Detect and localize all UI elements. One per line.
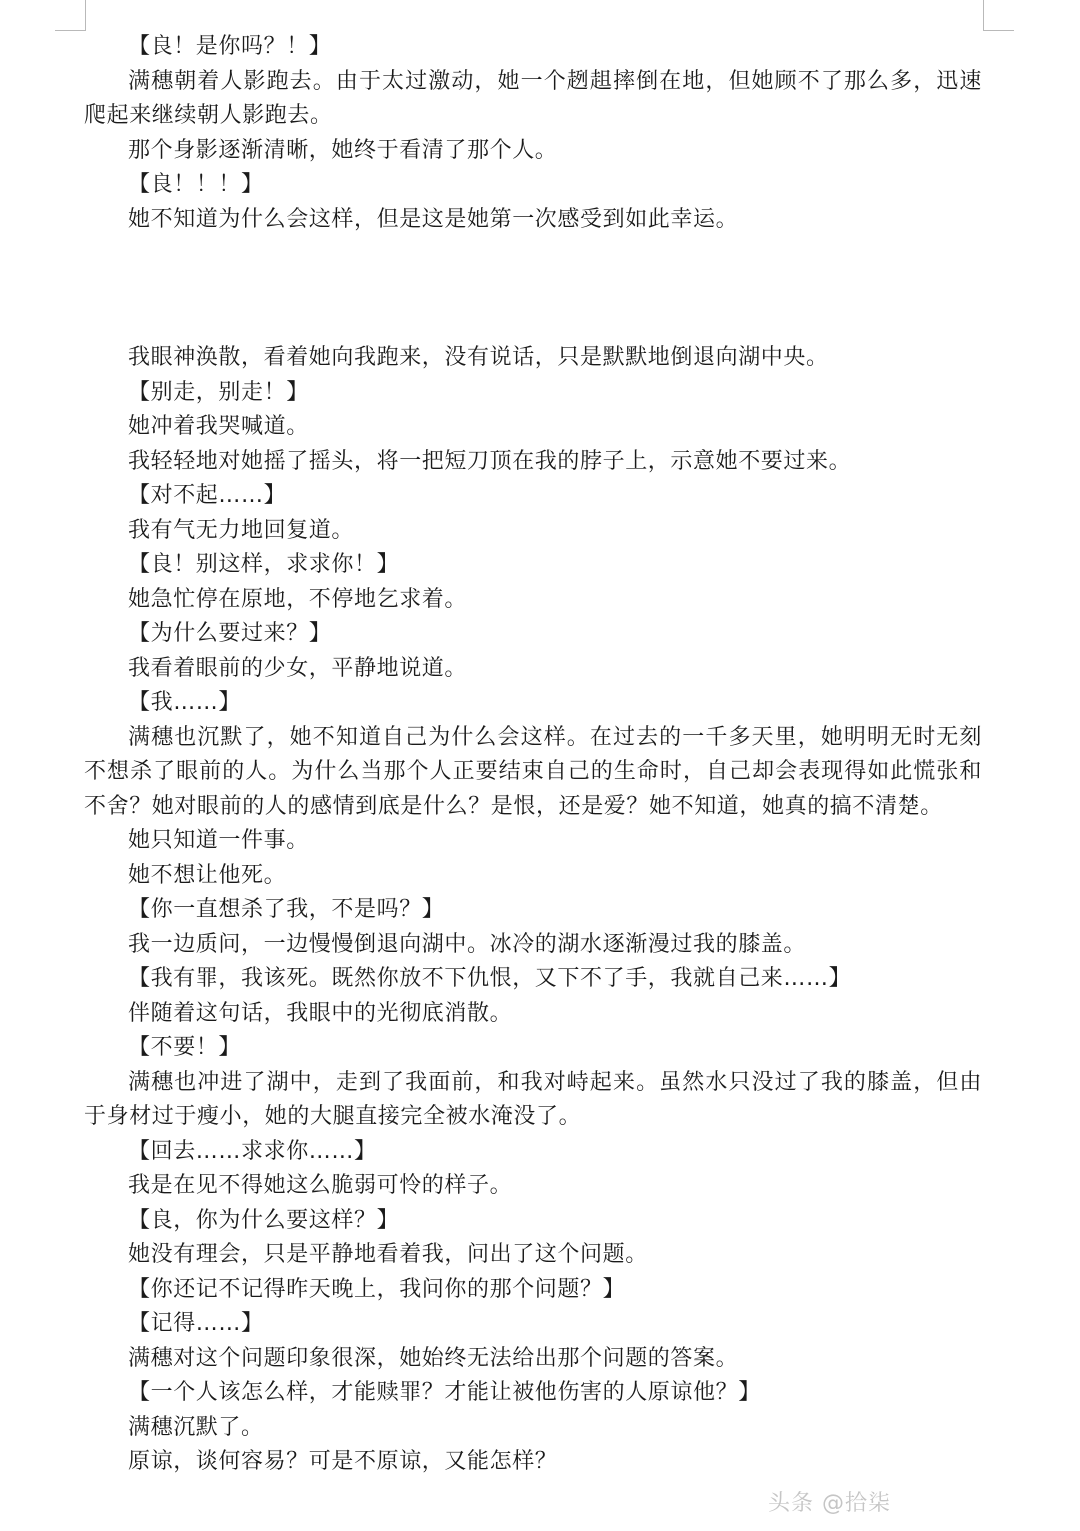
document-body [84, 30, 982, 1480]
paragraph: 满穗朝着人影跑去。由于太过激动，她一个趔趄摔倒在地，但她顾不了那么多，迅速爬起来继续朝人影跑去。 [84, 68, 982, 128]
paragraph: 满穗也冲进了湖中，走到了我面前，和我对峙起来。虽然水只没过了我的膝盖，但由于身材过于瘦小，她的大腿直接完全被水淹没了。 [84, 1069, 982, 1129]
paragraph: 她冲着我哭喊道。 [128, 414, 309, 439]
paragraph: 她不想让他死。 [128, 862, 287, 888]
paragraph: 我眼神涣散，看着她向我跑来，没有说话，只是默默地倒退向湖中央。 [128, 345, 829, 370]
paragraph: 【记得……】 [128, 1311, 264, 1336]
paragraph: 【我……】 [128, 690, 242, 715]
paragraph: 【良，你为什么要这样？】 [128, 1207, 400, 1233]
paragraph: 她急忙停在原地，不停地乞求着。 [128, 586, 468, 612]
paragraph: 【我有罪，我该死。既然你放不下仇恨，又下不了手，我就自己来……】 [128, 966, 852, 991]
paragraph: 【为什么要过来？】 [128, 621, 332, 646]
paragraph: 原谅，谈何容易？可是不原谅，又能怎样？ [128, 1449, 558, 1474]
paragraph: 那个身影逐渐清晰，她终于看清了那个人。 [128, 137, 558, 163]
paragraph: 她没有理会，只是平静地看着我，问出了这个问题。 [128, 1242, 648, 1267]
paragraph: 她不知道为什么会这样，但是这是她第一次感受到如此幸运。 [128, 206, 739, 232]
paragraph: 【你还记不记得昨天晚上，我问你的那个问题？】 [128, 1276, 626, 1302]
paragraph: 【良！！！】 [128, 172, 264, 197]
watermark: 头条 @拾柒 [768, 1491, 891, 1516]
paragraph: 满穗也沉默了，她不知道自己为什么会这样。在过去的一千多天里，她明明无时无刻不想杀了眼前的人。为什么当那个人正要结束自己的生命时，自己却会表现得如此慌张和不舍？她对眼前的人的感情到底是什么？是恨，还是爱？她不知道，她真的搞不清楚。 [84, 724, 982, 819]
paragraph: 她只知道一件事。 [128, 828, 309, 853]
paragraph: 我是在见不得她这么脆弱可怜的样子。 [128, 1173, 513, 1198]
section-break [84, 237, 982, 341]
paragraph: 【对不起……】 [128, 483, 287, 508]
paragraph: 我轻轻地对她摇了摇头，将一把短刀顶在我的脖子上，示意她不要过来。 [128, 448, 852, 474]
paragraph: 【一个人该怎么样，才能赎罪？才能让被他伤害的人原谅他？】 [128, 1380, 761, 1405]
paragraph: 伴随着这句话，我眼中的光彻底消散。 [128, 1000, 513, 1026]
paragraph: 满穗沉默了。 [128, 1414, 264, 1440]
paragraph: 【良！是你吗？！】 [128, 34, 332, 59]
paragraph: 【你一直想杀了我，不是吗？】 [128, 897, 445, 922]
paragraph: 我有气无力地回复道。 [128, 517, 355, 543]
paragraph: 【不要！】 [128, 1035, 242, 1060]
paragraph: 满穗对这个问题印象很深，她始终无法给出那个问题的答案。 [128, 1345, 739, 1371]
paragraph: 【回去……求求你……】 [128, 1138, 377, 1164]
paragraph: 【别走，别走！】 [128, 379, 309, 405]
paragraph: 我看着眼前的少女，平静地说道。 [128, 655, 468, 681]
margin-corner-top-right [983, 0, 1014, 31]
margin-corner-top-left [55, 0, 86, 31]
paragraph: 【良！别这样，求求你！】 [128, 552, 400, 577]
paragraph: 我一边质问，一边慢慢倒退向湖中。冰冷的湖水逐渐漫过我的膝盖。 [128, 931, 807, 957]
